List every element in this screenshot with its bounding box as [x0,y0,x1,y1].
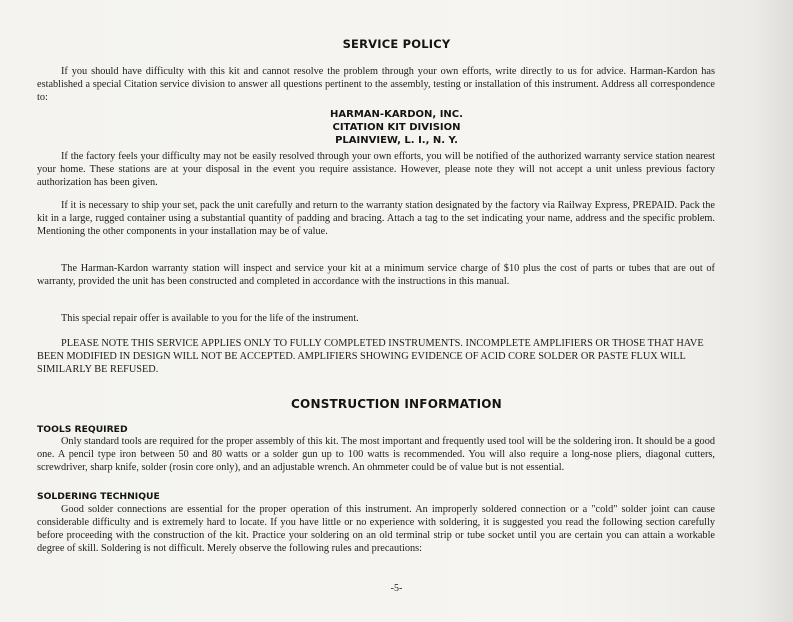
repair-offer-paragraph: This special repair offer is available to you for the life of the instrument. [61,313,359,324]
address-line-city: PLAINVIEW, L. I., N. Y. [335,135,458,146]
construction-title: CONSTRUCTION INFORMATION [291,397,502,411]
page-number: -5- [390,583,403,594]
service-charge-paragraph: The Harman-Kardon warranty station will inspect and service your kit at a minimum service charge of $10 plus the cost of parts or tubes that are out of warranty, provided the unit has been constructed and completed in accordance with the instructions in this manual. [37,263,715,288]
soldering-technique-heading: SOLDERING TECHNIQUE [37,491,160,502]
address-line-company: HARMAN-KARDON, INC. [330,109,463,120]
warranty-station-paragraph: If the factory feels your difficulty may not be easily resolved through your own efforts, you will be notified of the authorized warranty service station nearest your home. These stations are at your disposal in the event you require assistance. However, please note they will not accept a unit unless previous factory authorization has been given. [37,151,715,189]
tools-required-heading: TOOLS REQUIRED [37,424,128,435]
shipping-paragraph: If it is necessary to ship your set, pack the unit carefully and return to the warranty station designated by the factory via Railway Express, PREPAID. Pack the kit in a large, rugged container using a substantial quantity of padding and bracing. Attach a tag to the set indicating your name, address and the specific problem. Mentioning the other components in your installation may be of value. [37,200,715,238]
notice-paragraph: PLEASE NOTE THIS SERVICE APPLIES ONLY TO FULLY COMPLETED INSTRUMENTS. INCOMPLETE AMPLIFIERS OR THOSE THAT HAVE BEEN MODIFIED IN DESIGN WILL NOT BE ACCEPTED. AMPLIFIERS SHOWING EVIDENCE OF ACID CORE SOLDER OR PASTE FLUX WILL SIMILARLY BE REFUSED. [37,338,704,376]
service-intro-paragraph: If you should have difficulty with this kit and cannot resolve the problem through your own efforts, write directly to us for advice. Harman-Kardon has established a special Citation service division to answer all questions pertinent to the assembly, testing or installation of this instrument. Address all correspondence to: [37,66,715,104]
service-policy-title: SERVICE POLICY [342,37,451,51]
soldering-technique-paragraph: Good solder connections are essential for the proper operation of this instrument. An improperly soldered connection or a "cold" solder joint can cause considerable difficulty and is extremely hard to locate. If you have little or no experience with soldering, it is suggested you read the following section carefully before proceeding with the construction of the kit. Practice your soldering on an old terminal strip or tube socket until you are certain you can attain a workable degree of skill. Soldering is not difficult. Merely observe the following rules and precautions: [37,504,715,555]
address-line-division: CITATION KIT DIVISION [332,122,461,133]
tools-required-paragraph: Only standard tools are required for the proper assembly of this kit. The most important and frequently used tool will be the soldering iron. It should be a good one. A pencil type iron between 50 and 80 watts or a solder gun up to 100 watts is recommended. You will also require a long-nose pliers, diagonal cutters, screwdriver, sharp knife, solder (rosin core only), and an adjustable wrench. An ohmmeter could be of value but is not essential. [37,436,715,474]
